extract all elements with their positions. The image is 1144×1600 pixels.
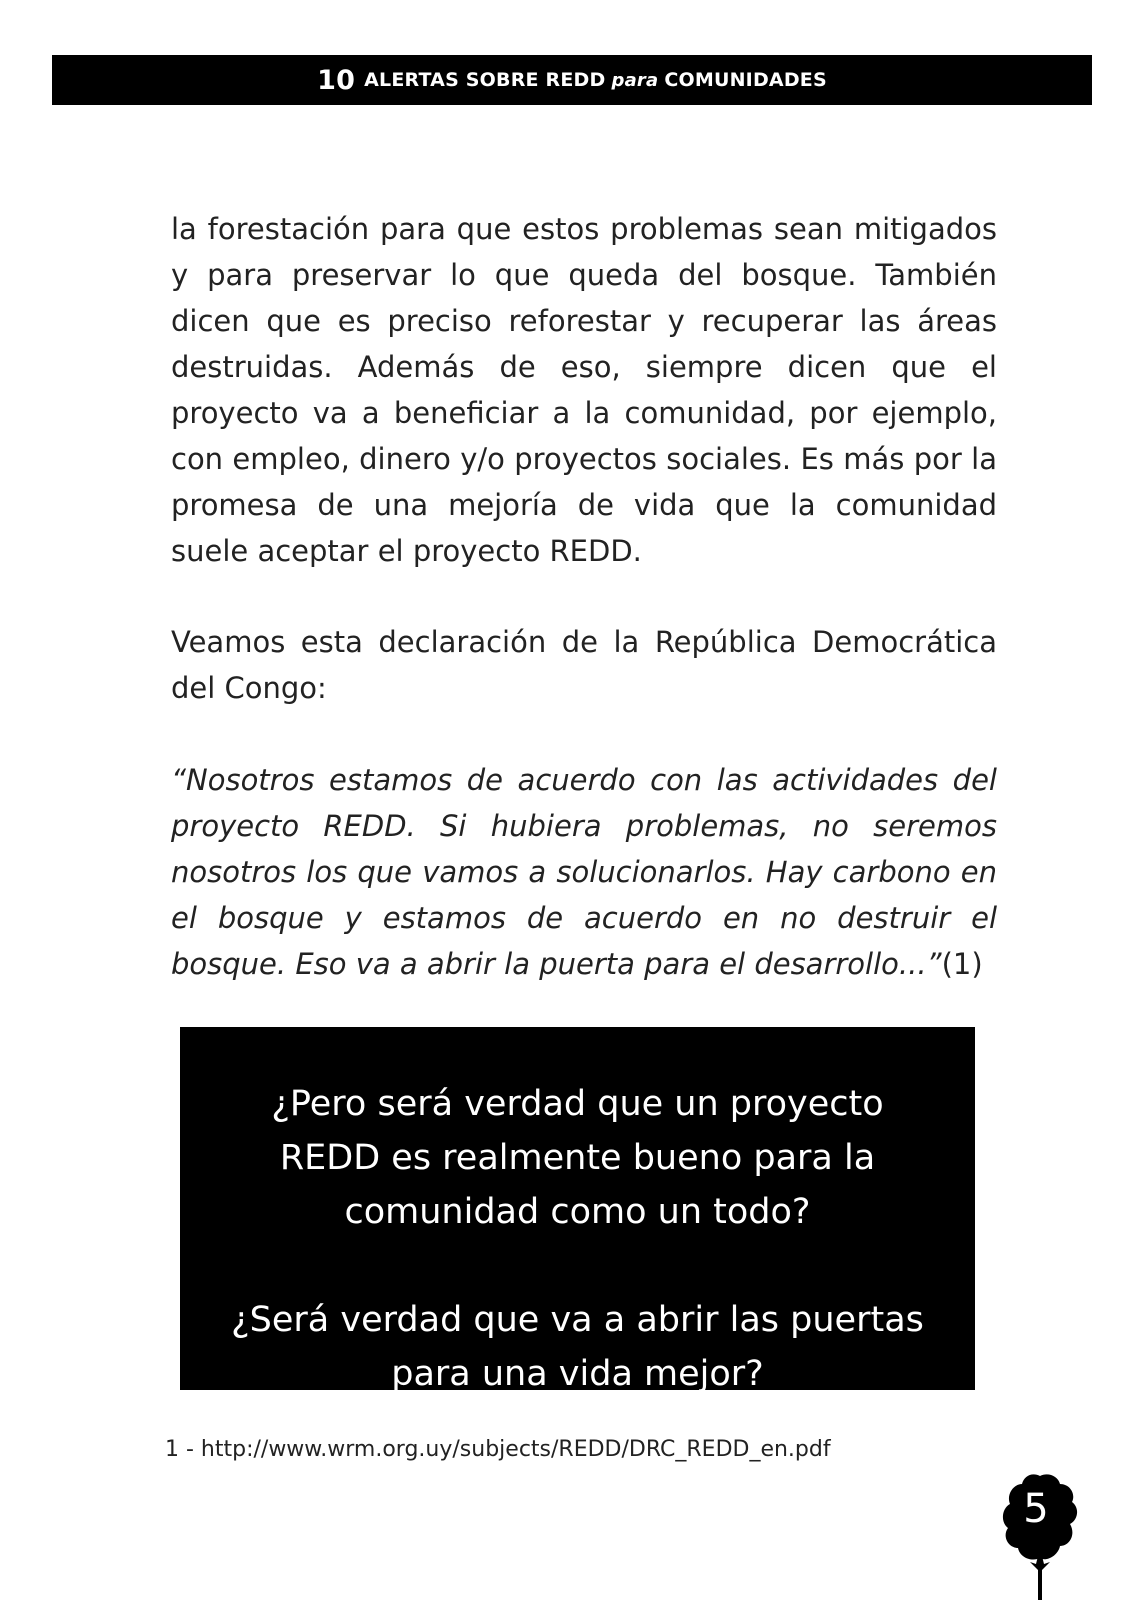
- callout-question-2: ¿Será verdad que va a abrir las puertas para una vida mejor?: [231, 1300, 924, 1394]
- callout-question-1: ¿Pero será verdad que un proyecto REDD es realmente bueno para la comunidad como un todo?: [271, 1084, 884, 1232]
- running-header: [52, 55, 1092, 105]
- header-title-part3: COMUNIDADES: [664, 69, 827, 91]
- header-title-part2: para: [611, 69, 659, 91]
- footnote: 1 - http://www.wrm.org.uy/subjects/REDD/DRC_REDD_en.pdf: [165, 1437, 831, 1462]
- header-title-part1: ALERTAS SOBRE REDD: [364, 69, 606, 91]
- callout-box: [180, 1027, 975, 1394]
- header-number: 10: [317, 64, 356, 96]
- quote-reference: (1): [941, 947, 983, 981]
- quote-paragraph: [171, 757, 997, 987]
- quote-text: “Nosotros estamos de acuerdo con las actividades del proyecto REDD. Si hubiera problemas, no seremos nosotros los que vamos a solucionarlos. Hay carbono en el bosque y estamos de acuerdo en no destruir el bosque. Eso va a abrir la puerta para el desarrollo...”: [171, 763, 997, 981]
- body-paragraph-1: la forestación para que estos problemas sean mitigados y para preservar lo que queda del bosque. También dicen que es preciso reforestar y recuperar las áreas destruidas. Además de eso, siempre dicen que el proyecto va a beneficiar a la comunidad, por ejemplo, con empleo, dinero y/o proyectos sociales. Es más por la promesa de una mejoría de vida que la comunidad suele aceptar el proyecto REDD.: [171, 212, 997, 568]
- body-paragraph-2: Veamos esta declaración de la República Democrática del Congo:: [171, 625, 997, 705]
- page-number: 5: [1023, 1486, 1049, 1532]
